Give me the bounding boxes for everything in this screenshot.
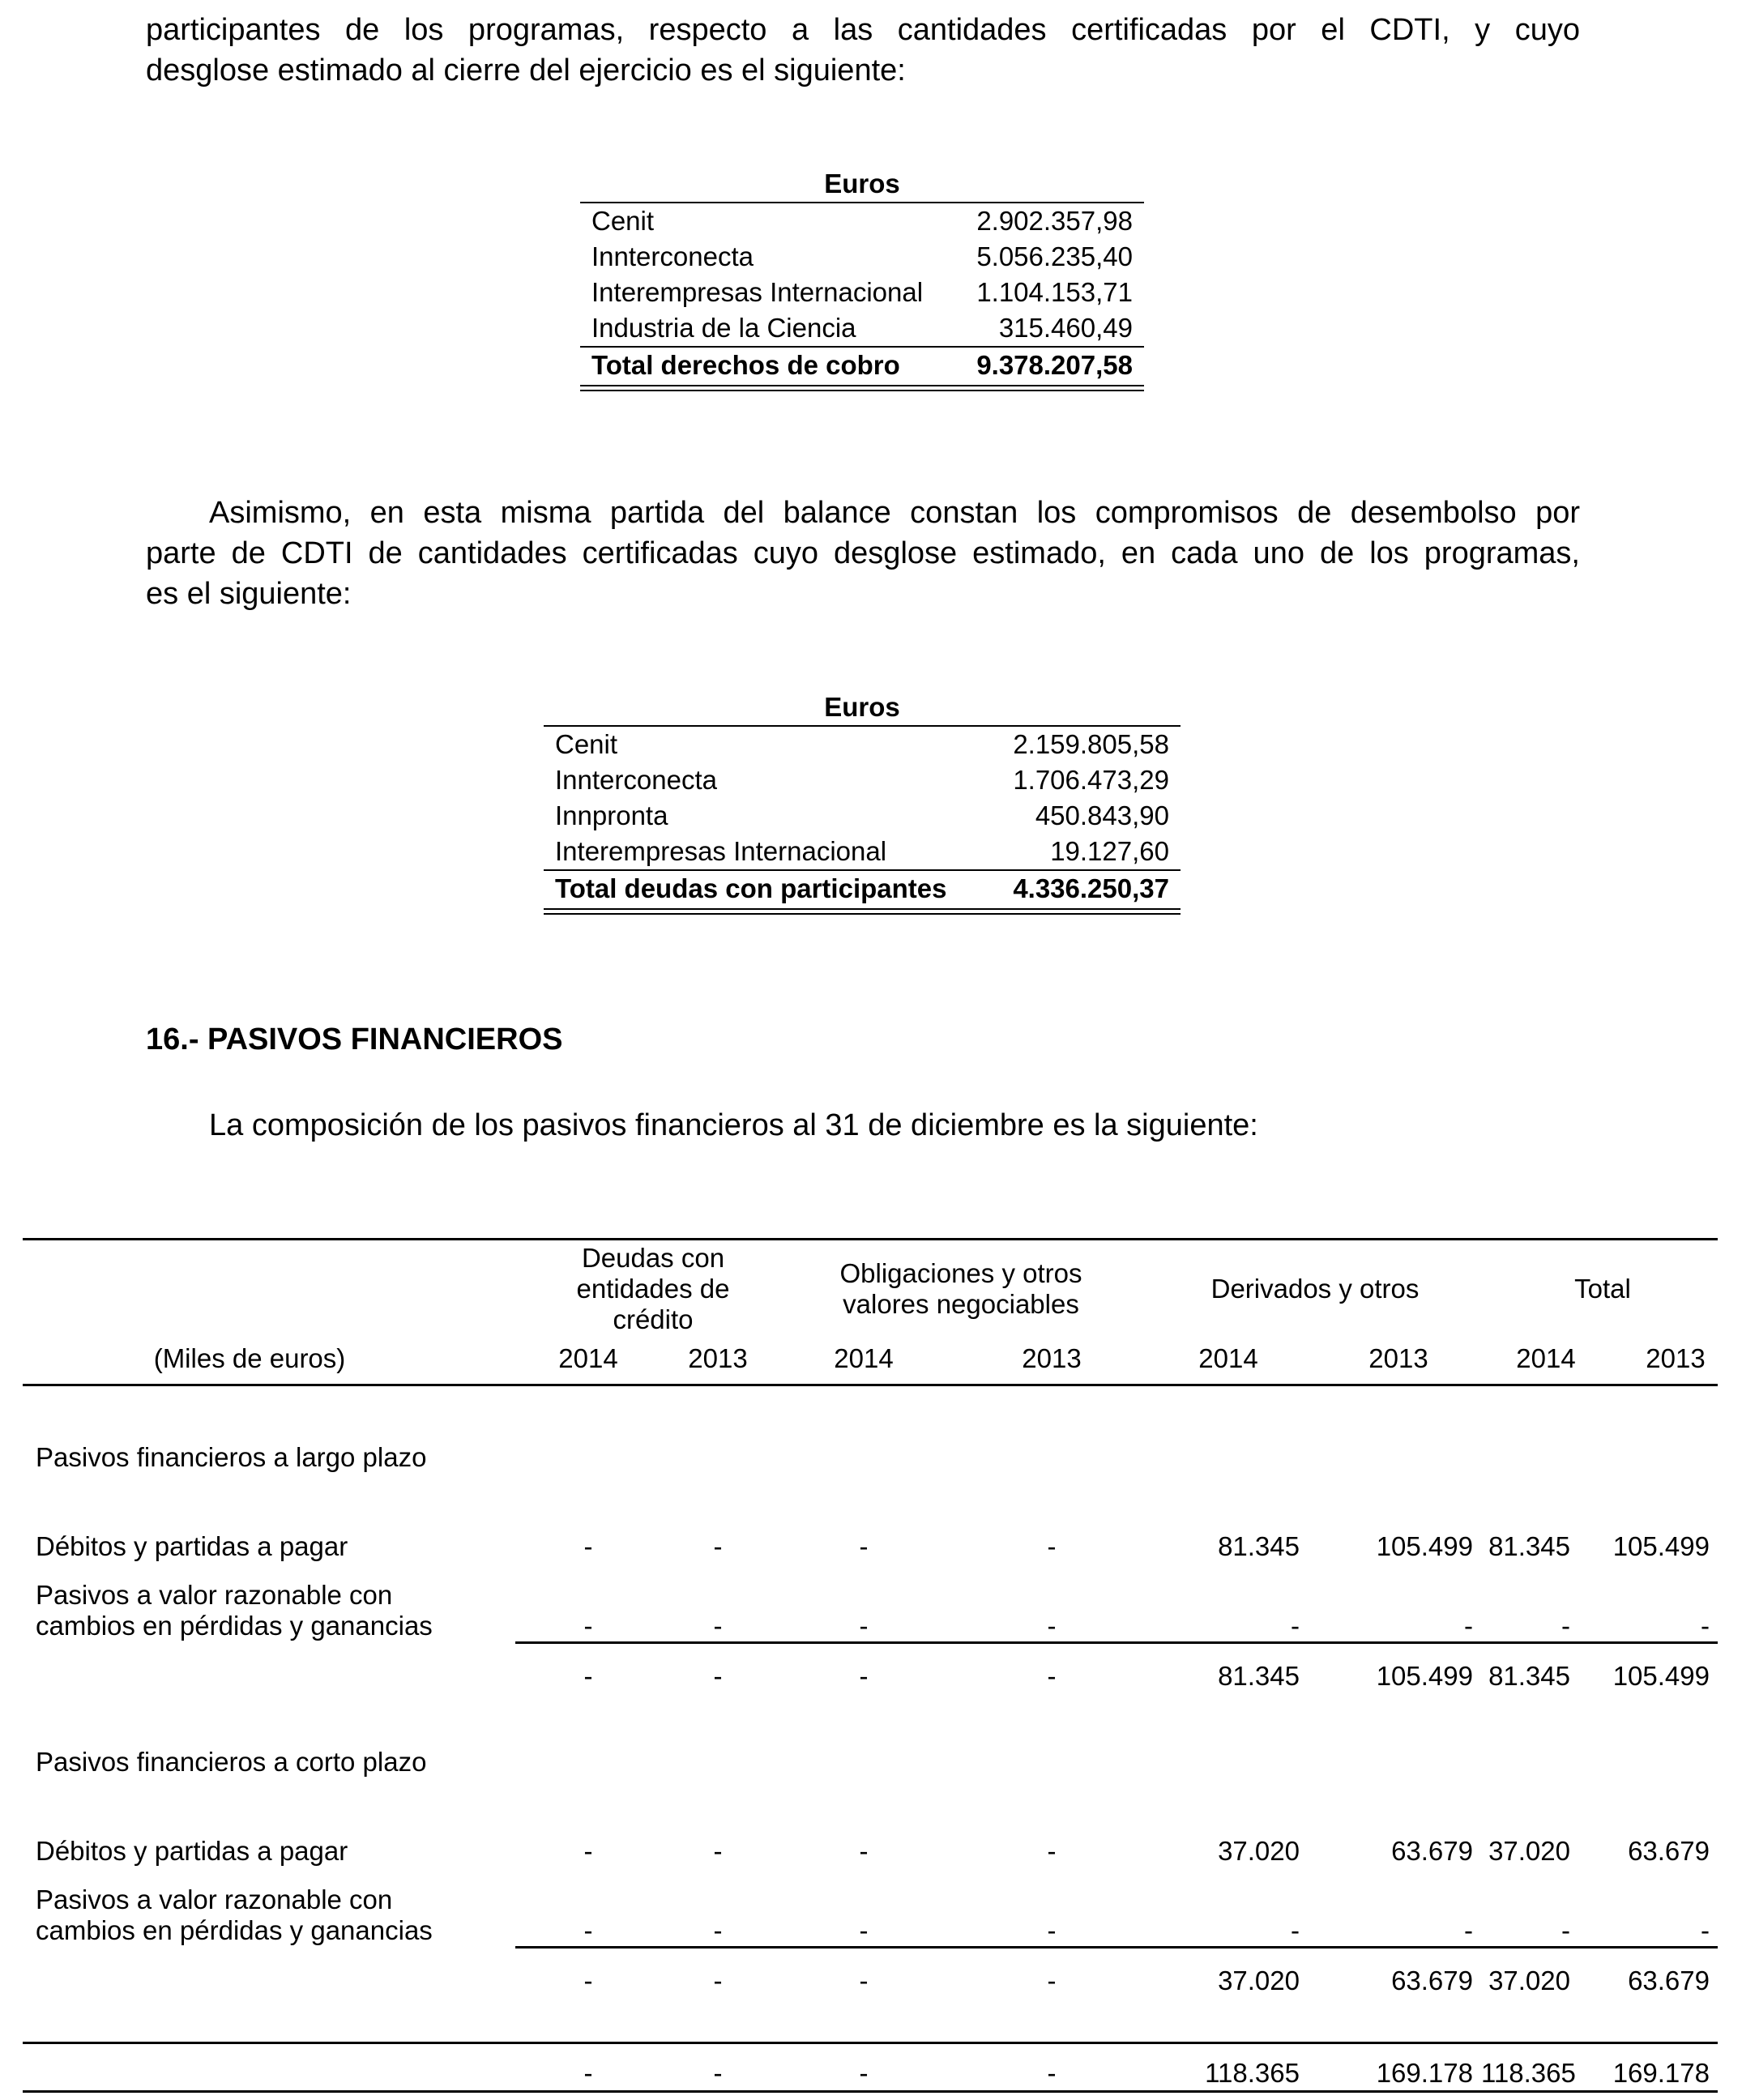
- paragraph-2-line-2: parte de CDTI de cantidades certificadas cuyo desglose estimado, en cada uno de los programas,: [146, 536, 1580, 570]
- grand-total-bottom-rule: [23, 2090, 1718, 2093]
- long-term-fair-value-label-2: cambios en pérdidas y ganancias: [36, 1611, 433, 1641]
- table-cell: -: [713, 2058, 723, 2088]
- rights-table-double-rule: [580, 385, 1144, 391]
- table-cell: -: [583, 1611, 593, 1641]
- grand-total-top-rule: [23, 2042, 1718, 2044]
- row-label: Innterconecta: [591, 241, 754, 271]
- table-cell: -: [1047, 2058, 1057, 2088]
- group-header-derivatives: Derivados y otros: [1210, 1274, 1420, 1304]
- row-value: 1.104.153,71: [976, 277, 1133, 307]
- table-row: [544, 798, 1181, 834]
- units-label: (Miles de euros): [153, 1343, 346, 1373]
- table-cell: -: [713, 1531, 723, 1561]
- section-intro: La composición de los pasivos financieros al 31 de diciembre es la siguiente:: [209, 1108, 1258, 1142]
- group-header-bank-debt: Deudas con entidades de crédito: [576, 1243, 730, 1334]
- table-cell: 169.178: [1612, 2058, 1710, 2088]
- liabilities-table: [23, 1238, 1718, 2100]
- long-term-subtotal-rule: [515, 1641, 1718, 1644]
- long-term-fair-value-label-1: Pasivos a valor razonable con: [36, 1580, 393, 1610]
- table-cell: -: [1464, 1915, 1473, 1945]
- short-term-subtotal-rule: [515, 1946, 1718, 1948]
- table-cell: -: [1047, 1915, 1057, 1945]
- row-value: 2.159.805,58: [1013, 729, 1169, 759]
- group-header-bonds: Obligaciones y otros valores negociables: [839, 1258, 1082, 1319]
- section-heading: 16.- PASIVOS FINANCIEROS: [146, 1022, 563, 1056]
- table-cell: 37.020: [1218, 1836, 1300, 1866]
- table-cell: 105.499: [1612, 1531, 1710, 1561]
- table-cell: -: [713, 1966, 723, 1995]
- year-header: 2013: [1022, 1343, 1082, 1373]
- row-label: Interempresas Internacional: [555, 836, 887, 866]
- table-cell: 37.020: [1488, 1836, 1570, 1866]
- table-cell: -: [713, 1836, 723, 1866]
- table-cell: -: [859, 1661, 869, 1691]
- table-cell: -: [713, 1611, 723, 1641]
- row-label: Industria de la Ciencia: [591, 313, 856, 343]
- table-cell: 105.499: [1612, 1661, 1710, 1691]
- total-label: Total derechos de cobro: [591, 350, 900, 380]
- year-header: 2013: [1368, 1343, 1428, 1373]
- table-cell: 63.679: [1628, 1836, 1710, 1866]
- debts-table: [544, 691, 1181, 918]
- table-cell: 81.345: [1218, 1531, 1300, 1561]
- rights-table-caption: Euros: [824, 169, 900, 198]
- total-row: [544, 871, 1181, 907]
- table-row: [544, 727, 1181, 762]
- table-cell: -: [859, 2058, 869, 2088]
- table-cell: -: [859, 1611, 869, 1641]
- long-term-debitos-label: Débitos y partidas a pagar: [36, 1531, 348, 1561]
- table-row: [544, 762, 1181, 798]
- header-bottom-rule: [23, 1384, 1718, 1386]
- table-cell: -: [1047, 1836, 1057, 1866]
- table-cell: -: [1291, 1915, 1300, 1945]
- table-cell: -: [1464, 1611, 1473, 1641]
- table-cell: 81.345: [1218, 1661, 1300, 1691]
- table-cell: -: [859, 1531, 869, 1561]
- row-value: 5.056.235,40: [976, 241, 1133, 271]
- paragraph-1-line-2: desglose estimado al cierre del ejercicio es el siguiente:: [146, 53, 906, 88]
- table-cell: 118.365: [1481, 2058, 1576, 2088]
- short-term-debitos-label: Débitos y partidas a pagar: [36, 1836, 348, 1866]
- table-cell: 118.365: [1205, 2058, 1300, 2088]
- table-cell: 63.679: [1628, 1966, 1710, 1995]
- table-cell: 105.499: [1376, 1661, 1473, 1691]
- table-row: [580, 310, 1144, 346]
- table-cell: 105.499: [1376, 1531, 1473, 1561]
- row-value: 315.460,49: [998, 313, 1133, 343]
- row-value: 2.902.357,98: [976, 206, 1133, 236]
- row-value: 1.706.473,29: [1013, 765, 1169, 795]
- table-row: [580, 239, 1144, 275]
- table-top-rule: [23, 1238, 1718, 1240]
- row-value: 450.843,90: [1035, 800, 1169, 830]
- row-label: Interempresas Internacional: [591, 277, 924, 307]
- row-label: Innpronta: [555, 800, 668, 830]
- table-cell: 37.020: [1218, 1966, 1300, 1995]
- paragraph-1: [146, 10, 1580, 91]
- row-label: Cenit: [591, 206, 655, 236]
- table-cell: -: [859, 1915, 869, 1945]
- table-cell: -: [1561, 1915, 1570, 1945]
- table-cell: -: [583, 1661, 593, 1691]
- year-header: 2013: [1646, 1343, 1706, 1373]
- table-cell: -: [1701, 1915, 1710, 1945]
- short-term-fair-value-label-2: cambios en pérdidas y ganancias: [36, 1915, 433, 1945]
- debts-table-caption: Euros: [824, 692, 900, 722]
- table-cell: -: [1701, 1611, 1710, 1641]
- group-header-total: Total: [1574, 1274, 1631, 1304]
- year-header: 2014: [1516, 1343, 1576, 1373]
- year-header: 2014: [1198, 1343, 1258, 1373]
- paragraph-1-line-1: participantes de los programas, respecto a las cantidades certificadas por el CDTI, y cuyo: [146, 13, 1580, 47]
- short-term-title: Pasivos financieros a corto plazo: [36, 1747, 427, 1777]
- paragraph-2: [146, 493, 1580, 614]
- table-cell: 81.345: [1488, 1661, 1570, 1691]
- table-cell: -: [1561, 1611, 1570, 1641]
- paragraph-2-line-3: es el siguiente:: [146, 577, 352, 611]
- long-term-title: Pasivos financieros a largo plazo: [36, 1442, 427, 1472]
- table-cell: -: [583, 1836, 593, 1866]
- paragraph-2-line-1: Asimismo, en esta misma partida del balance constan los compromisos de desembolso por: [209, 496, 1580, 530]
- table-cell: -: [1047, 1611, 1057, 1641]
- table-cell: -: [1291, 1611, 1300, 1641]
- table-cell: -: [713, 1661, 723, 1691]
- table-cell: -: [583, 2058, 593, 2088]
- total-value: 9.378.207,58: [976, 350, 1133, 380]
- table-cell: -: [583, 1915, 593, 1945]
- table-cell: -: [1047, 1531, 1057, 1561]
- year-header: 2014: [834, 1343, 894, 1373]
- year-header: 2014: [558, 1343, 618, 1373]
- table-row: [580, 203, 1144, 239]
- table-cell: 81.345: [1488, 1531, 1570, 1561]
- rights-table: [580, 168, 1144, 395]
- total-label: Total deudas con participantes: [555, 873, 947, 903]
- row-label: Cenit: [555, 729, 618, 759]
- row-value: 19.127,60: [1050, 836, 1169, 866]
- table-cell: -: [859, 1966, 869, 1995]
- total-value: 4.336.250,37: [1013, 873, 1169, 903]
- total-row: [580, 348, 1144, 383]
- table-row: [580, 275, 1144, 310]
- table-cell: 169.178: [1376, 2058, 1473, 2088]
- table-cell: 63.679: [1391, 1966, 1473, 1995]
- table-cell: -: [713, 1915, 723, 1945]
- row-label: Innterconecta: [555, 765, 717, 795]
- table-cell: -: [583, 1531, 593, 1561]
- table-row: [544, 834, 1181, 869]
- short-term-fair-value-label-1: Pasivos a valor razonable con: [36, 1884, 393, 1914]
- table-cell: -: [859, 1836, 869, 1866]
- table-cell: 63.679: [1391, 1836, 1473, 1866]
- table-cell: -: [1047, 1966, 1057, 1995]
- table-cell: 37.020: [1488, 1966, 1570, 1995]
- debts-table-double-rule: [544, 908, 1181, 915]
- year-header: 2013: [688, 1343, 748, 1373]
- table-cell: -: [1047, 1661, 1057, 1691]
- table-cell: -: [583, 1966, 593, 1995]
